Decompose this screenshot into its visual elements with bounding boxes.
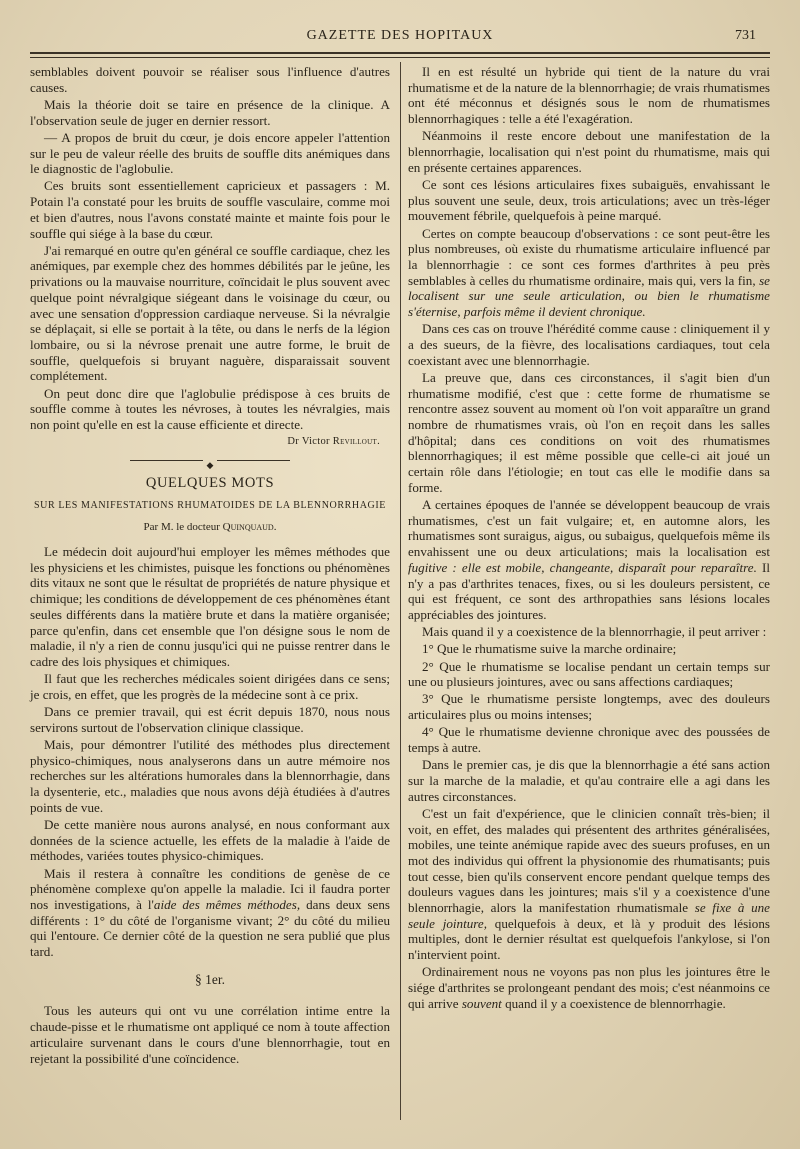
left-column bbox=[30, 64, 390, 1068]
column-divider bbox=[400, 62, 401, 1120]
paragraph: Dans le premier cas, je dis que la blennorrhagie a été sans action sur la marche de la maladie, et qu'au contraire elle a agi dans les autres circonstances. bbox=[408, 757, 770, 804]
signature-prefix: Dr Victor bbox=[287, 436, 330, 448]
page-header bbox=[30, 28, 770, 52]
article-subtitle: SUR LES MANIFESTATIONS RHUMATOIDES DE LA BLENNORRHAGIE bbox=[34, 499, 386, 511]
paragraph: Néanmoins il reste encore debout une manifestation de la blennorrhagie, localisation qui n'est point du rhumatisme, mais qui en présente certaines apparences. bbox=[408, 128, 770, 175]
paragraph: Il faut que les recherches médicales soient dirigées dans ce sens; je crois, en effet, que les progrès de la médecine sont à ce prix. bbox=[30, 671, 390, 702]
paragraph: Dans ce premier travail, qui est écrit depuis 1870, nous nous servirons surtout de l'observation clinique classique. bbox=[30, 704, 390, 735]
emphasis: fugitive : elle est mobile, changeante, disparaît pour reparaître. bbox=[408, 559, 757, 575]
text-run: quand il y a coexistence de blennorrhagie. bbox=[501, 995, 726, 1011]
header-rule-thick bbox=[30, 52, 770, 54]
emphasis: se fixe à une seule jointure, bbox=[408, 900, 770, 931]
paragraph: On peut donc dire que l'aglobulie prédispose à ces bruits de souffle comme à toutes les névroses, à toutes les névralgies, mais non point qu'elle en est la cause efficiente et directe. bbox=[30, 385, 390, 432]
paragraph: La preuve que, dans ces circonstances, il s'agit bien d'un rhumatisme modifié, c'est que : cette forme de rhumatisme se rencontre assez souvent au moment où l'on voit apparaître un grand nombre de rhumatismes vrais, où l'on en reçoit dans les salles d'hôpital; dans ces conditions on voit des rhumatismes blennorrhagiques; il est même possible que celle-ci ait joué un certain rôle dans l'étiologie; en tout cas elle le modifie dans sa forme. bbox=[408, 369, 770, 495]
paragraph: Ce sont ces lésions articulaires fixes subaiguës, envahissant le plus souvent une seule, deux, trois articulations; avec un très-léger mouvement fébrile, quelquefois à peine marqué. bbox=[408, 176, 770, 224]
paragraph: Mais quand il y a coexistence de la blennorrhagie, il peut arriver : bbox=[422, 624, 767, 640]
page-number: 731 bbox=[735, 28, 756, 43]
article-signature bbox=[30, 434, 380, 450]
paragraph bbox=[408, 497, 770, 623]
text-run: Il n'y a pas d'arthrites tenaces, fixes, ou si les douleurs persistent, ce qui est fréquent, ce sont des arthropathies sans lésions locales appréciables des jointures. bbox=[408, 559, 770, 622]
emphasis: souvent bbox=[461, 995, 502, 1011]
text-run: A certaines époques de l'année se développent beaucoup de vrais rhumatismes, c'est un fait vulgaire; et, en automne alors, les rhumatismes sont suraigus, aigus, ou subaigus, quelquefois même ils envahissent une ou deux articulations; mais la localisation est bbox=[408, 496, 770, 560]
running-title: GAZETTE DES HOPITAUX bbox=[306, 28, 494, 43]
text-run: C'est un fait d'expérience, que le clinicien connaît très-bien; il voit, en effet, des malades qui présentent des arthrites généralisées, mobiles, une teinte anémique rapide avec des sueurs profuses, en un mot des individus qui offrent la physionomie des rhumatisants; puis tout cesse, bien qu'ils conservent encore pendant quelque temps des douleurs vagues dans les jointures; mais s'il y a coexistence d'une blennorrhagie, alors la manifestation rhumatismale bbox=[408, 805, 770, 916]
text-run: Mais il restera à connaître les conditions de genèse de ce phénomène complexe qu'on appelle la maladie. Ici il faudra porter nos investigations, à l' bbox=[30, 865, 390, 912]
header-rule-thin bbox=[30, 57, 770, 58]
divider-ornament: ◆ bbox=[203, 460, 218, 470]
emphasis: se localisent sur une seule articulation, ou bien le rhumatisme s'éternise, parfois même il devient chronique. bbox=[408, 272, 770, 320]
list-item: 2° Que le rhumatisme se localise pendant un certain temps sur une ou plusieurs jointures, avec ou sans affections cardiaques; bbox=[408, 658, 770, 690]
author-prefix: Par M. le docteur bbox=[143, 521, 220, 534]
emphasis: aide des mêmes méthodes, bbox=[153, 896, 301, 912]
right-column bbox=[408, 64, 770, 1013]
list-item: 3° Que le rhumatisme persiste longtemps, avec des douleurs articulaires plus ou moins intenses; bbox=[408, 691, 770, 723]
paragraph: Il en est résulté un hybride qui tient de la nature du vrai rhumatisme et de la nature de la blennorrhagie; de vrais rhumatismes ont été méconnus et désignés sous le nom de rhumatismes blennorrhagiques : telle a été l'exagération. bbox=[408, 64, 770, 127]
paragraph: Dans ces cas on trouve l'hérédité comme cause : cliniquement il y a des sueurs, de la fièvre, des localisations cardiaques, tout cela coexistant avec une blennorrhagie. bbox=[408, 321, 770, 368]
text-run: Certes on compte beaucoup d'observations : ce sont peut-être les plus nombreuses, où existe du rhumatisme articulaire influencé par la blennorrhagie : ce sont ces formes d'arthrites à peu près semblables à celles du rhumatisme ordinaire, mais qui, vers la fin, bbox=[408, 225, 770, 288]
paragraph bbox=[408, 226, 770, 320]
paragraph: Le médecin doit aujourd'hui employer les mêmes méthodes que les physiciens et les chimistes, puisque les fonctions ou phénomènes dits vitaux ne sont que le résultat de propriétés de nature physique et chimique; les conditions de développement de ces phénomènes étant seules différents dans la matière brute et dans la matière organisée; parce qu'enfin, dans cet ensemble que l'on désigne sous le nom de maladie, il n'y a rien de connu jusqu'ici qui ne puisse rentrer dans le cadre des lois physiques et chimiques. bbox=[30, 543, 390, 669]
signature-name: Revillout. bbox=[332, 436, 380, 448]
section-mark: § 1er. bbox=[195, 971, 225, 987]
text-run: dans deux sens différents : 1° du côté de l'organisme vivant; 2° du côté du milieu qui l'entoure. Ce dernier côté de la question ne sera publié que plus tard. bbox=[30, 896, 390, 960]
paragraph: Tous les auteurs qui ont vu une corrélation intime entre la chaude-pisse et le rhumatisme ont appliqué ce nom à toute affection articulaire survenant dans le cours d'une blennorrhagie, tout en rejetant la possibilité d'une coïncidence. bbox=[30, 1003, 390, 1066]
paragraph: semblables doivent pouvoir se réaliser sous l'influence d'autres causes. bbox=[30, 64, 390, 95]
paragraph: De cette manière nous aurons analysé, en nous conformant aux données de la science actuelle, les effets de la maladie à l'aide de méthodes, variées toutes physico-chimiques. bbox=[30, 816, 390, 864]
paragraph bbox=[408, 806, 770, 963]
article-title: QUELQUES MOTS bbox=[145, 474, 275, 491]
paragraph: J'ai remarqué en outre qu'en général ce souffle cardiaque, chez les anémiques, par exemple chez des hommes débilités par le jeûne, les privations ou la mauvaise nourriture, coïncidait le plus souvent avec quelque point névralgique siégeant dans le voisinage du cœur, ou avec une sensation d'oppression cardiaque nerveuse. Si la névralgie se déplaçait, si elle se portait à la tête, ou dans le nerfs de la légion lombaire, ou si la névrose prenait une autre forme, le bruit de souffle, quelquefois si bruyant naguère, disparaissait souvent complétement. bbox=[30, 242, 390, 384]
author-name: Quinquaud. bbox=[222, 521, 277, 534]
article-divider bbox=[30, 456, 390, 470]
list-item: 4° Que le rhumatisme devienne chronique avec des poussées de temps à autre. bbox=[408, 724, 770, 756]
text-run: Ordinairement nous ne voyons pas non plus les jointures être le siége d'arthrites se prolongeant pendant des mois; c'est néanmoins ce qui arrive bbox=[408, 964, 770, 1011]
paragraph: — A propos de bruit du cœur, je dois encore appeler l'attention sur le peu de valeur réelle des bruits de souffle dits anémiques dans le diagnostic de l'aglobulie. bbox=[30, 129, 390, 177]
paragraph bbox=[30, 866, 390, 960]
paragraph: Mais la théorie doit se taire en présence de la clinique. A l'observation seule de juger en dernier ressort. bbox=[30, 96, 390, 128]
paragraph bbox=[408, 964, 770, 1011]
paragraph: Mais, pour démontrer l'utilité des méthodes plus directement physico-chimiques, nous analyserons dans un autre mémoire nos recherches sur les altérations humorales dans la blennorrhagie, dans la dysenterie, etc., maladies que nous avons déjà étudiées à d'autres points de vue. bbox=[30, 736, 390, 815]
list-item: 1° Que le rhumatisme suive la marche ordinaire; bbox=[422, 641, 677, 657]
paragraph: Ces bruits sont essentiellement capricieux et passagers : M. Potain l'a constaté pour les bruits de souffle vasculaire, comme moi et bien d'autres, nous l'avons constaté mainte et mainte fois pour le souffle qui siége à la base du cœur. bbox=[30, 178, 390, 241]
article-author bbox=[30, 520, 390, 536]
text-run: quelquefois à deux, et là y produit des lésions multiples, dont le dernier résultat est quelquefois l'ankylose, si l'on n'intervient point. bbox=[408, 915, 770, 963]
